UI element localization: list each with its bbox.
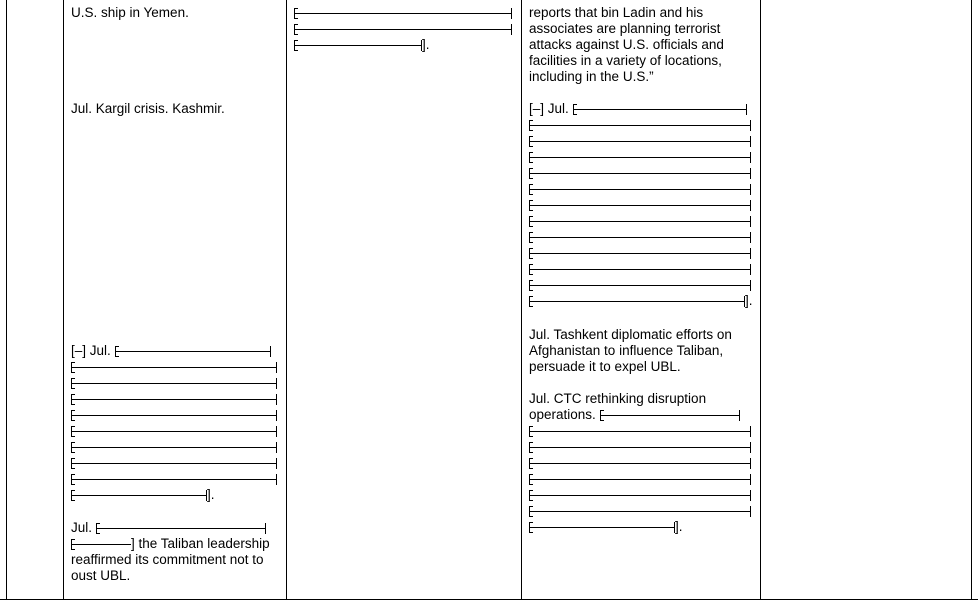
redaction-bar — [115, 343, 271, 359]
col1-jul-block — [71, 343, 271, 359]
redaction-end: ]. — [745, 293, 753, 308]
table-column-divider-2 — [286, 0, 287, 600]
col3-reports-line-3: attacks against U.S. officials and — [529, 37, 724, 52]
redaction-bar — [71, 439, 277, 455]
redaction-bar — [71, 536, 131, 552]
col1-kargil-text: Jul. Kargil crisis. Kashmir. — [71, 101, 225, 116]
table-column-divider-3 — [521, 0, 522, 600]
col1-jul2-line4: oust UBL. — [71, 568, 131, 583]
redaction-bar — [529, 471, 751, 487]
redaction-bar — [529, 245, 751, 261]
redaction-bar — [71, 455, 277, 471]
col1-redaction-lines — [71, 359, 277, 502]
redaction-bar — [529, 213, 751, 229]
redaction-bar — [529, 181, 751, 197]
redaction-bar — [529, 229, 751, 245]
redaction-bar — [573, 101, 747, 117]
col3-tashkent-line-3: persuade it to expel UBL. — [529, 359, 681, 374]
redaction-bar — [529, 117, 751, 133]
redaction-final-line — [294, 37, 512, 53]
col3-reports-line-1: reports that bin Ladin and his — [529, 5, 704, 20]
redaction-bar — [529, 149, 751, 165]
redaction-bar — [529, 165, 751, 181]
redaction-bar — [71, 375, 277, 391]
col1-jul2-rest: ] the Taliban leadership — [131, 536, 270, 551]
col1-jul2-prefix: Jul. — [71, 520, 93, 535]
col3-ctc-redaction-lines — [529, 423, 751, 534]
redaction-bar — [71, 423, 277, 439]
col1-jul2-line3: reaffirmed its commitment not to — [71, 552, 264, 567]
table-border-right — [971, 0, 972, 600]
redaction-bar — [294, 37, 422, 53]
col1-jul2-line1 — [71, 520, 266, 536]
redaction-bar — [529, 439, 751, 455]
redaction-bar — [96, 520, 266, 536]
col3-jul-prefix: [–] Jul. — [529, 101, 569, 116]
redaction-bar — [71, 407, 277, 423]
redaction-bar — [529, 519, 675, 535]
redaction-final-line — [529, 293, 753, 309]
redaction-bar — [294, 5, 512, 21]
col3-reports-line-5: including in the U.S.” — [529, 69, 654, 84]
redaction-bar — [529, 487, 751, 503]
col3-ctc-line-1: Jul. CTC rethinking disruption — [529, 391, 707, 406]
col1-jul-prefix: [–] Jul. — [71, 343, 111, 358]
col3-ctc-prefix: operations. — [529, 407, 596, 422]
redaction-bar — [71, 359, 277, 375]
col2-redaction-lines — [294, 5, 512, 52]
col3-tashkent-line-1: Jul. Tashkent diplomatic efforts on — [529, 327, 732, 342]
col3-ctc-line-2 — [529, 407, 740, 423]
col3-reports-line-2: associates are planning terrorist — [529, 21, 721, 36]
redaction-final-line — [529, 519, 751, 535]
col3-reports-line-4: facilities in a variety of locations, — [529, 53, 722, 68]
table-column-divider-1 — [63, 0, 64, 600]
col3-redaction-lines — [529, 117, 753, 308]
redaction-bar — [529, 455, 751, 471]
redaction-bar — [529, 197, 751, 213]
col1-ship-text: U.S. ship in Yemen. — [71, 5, 189, 20]
table-column-divider-4 — [760, 0, 761, 600]
col3-tashkent-line-2: Afghanistan to influence Taliban, — [529, 343, 724, 358]
redaction-bar — [529, 293, 745, 309]
redaction-bar — [529, 277, 751, 293]
redaction-bar — [294, 21, 512, 37]
redaction-end: ]. — [422, 37, 430, 52]
redaction-bar — [71, 487, 207, 503]
redaction-bar — [529, 261, 751, 277]
redaction-bar — [71, 471, 277, 487]
redaction-bar — [529, 503, 751, 519]
redaction-end: ]. — [207, 487, 215, 502]
redaction-end: ]. — [675, 519, 683, 534]
redaction-bar — [71, 391, 277, 407]
col1-jul2-line2 — [71, 536, 270, 552]
table-border-left — [6, 0, 7, 600]
redaction-bar — [529, 133, 751, 149]
table-border-bottom — [0, 599, 978, 600]
redaction-bar — [529, 423, 751, 439]
redaction-final-line — [71, 487, 277, 503]
redaction-bar — [600, 407, 740, 423]
col3-jul-block — [529, 101, 747, 117]
